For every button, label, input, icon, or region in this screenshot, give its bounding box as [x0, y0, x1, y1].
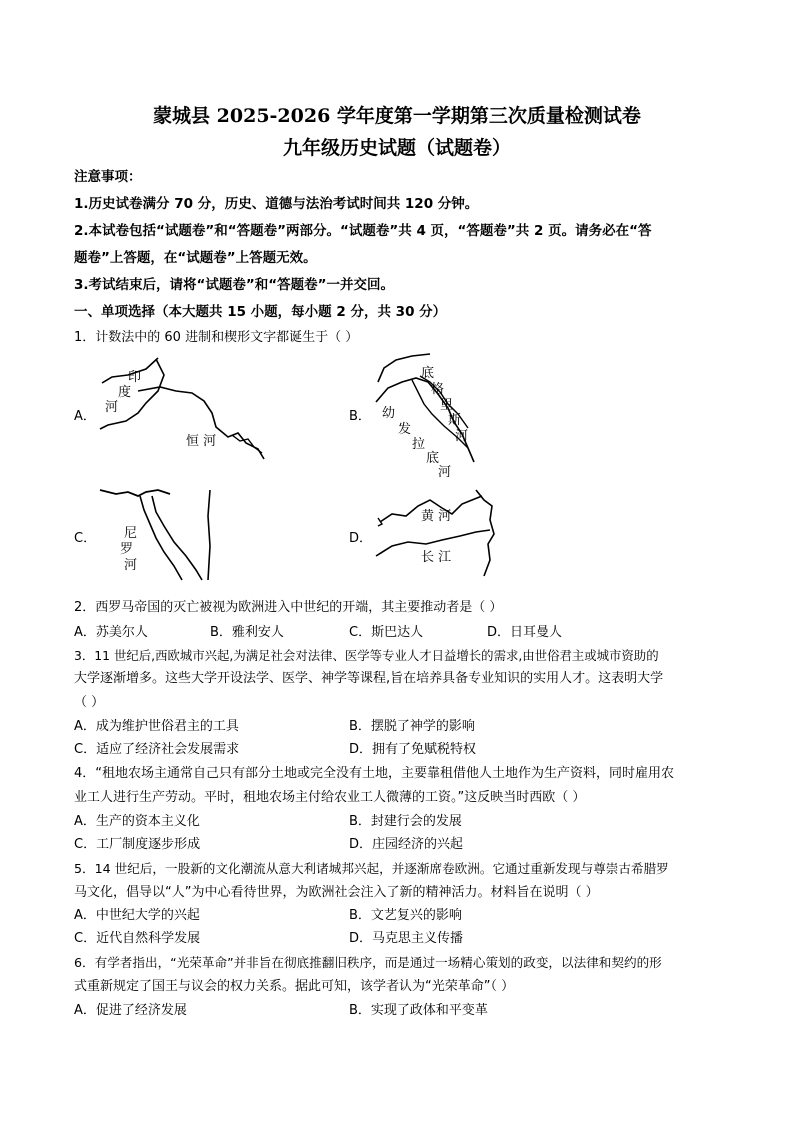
nile-char-3: 河	[124, 558, 138, 573]
q6-line-2: 式重新规定了国王与议会的权力关系。据此可知，该学者认为“光荣革命”（ ）	[74, 979, 515, 994]
q2-stem: 2．西罗马帝国的灭亡被视为欧洲进入中世纪的开端，其主要推动者是（ ）	[74, 600, 503, 615]
q5-line-2: 马文化，倡导以“人”为中心看待世界，为欧洲社会注入了新的精神活力。材料旨在说明（ ）	[74, 885, 599, 900]
q4-line-2: 业工人进行生产劳动。平时，租地农场主付给农业工人微薄的工资。”这反映当时西欧（ ）	[74, 790, 586, 805]
tigris-char-5: 河	[455, 429, 469, 444]
india-rivers-map	[98, 355, 268, 465]
yellow-river-label: 黄 河	[421, 509, 452, 524]
q5-option-c: C．近代自然科学发展	[74, 931, 201, 946]
q2-option-a: A．苏美尔人	[74, 625, 148, 640]
indus-char-3: 河	[105, 400, 119, 415]
notice-item-3: 3.考试结束后，请将“试题卷”和“答题卷”一并交回。	[74, 277, 395, 293]
nile-river-map	[98, 486, 214, 582]
ganges-label: 恒 河	[186, 434, 217, 449]
nile-char-1: 尼	[124, 526, 138, 541]
q2-option-c: C．斯巴达人	[349, 625, 424, 640]
q4-option-b: B．封建行会的发展	[349, 814, 462, 829]
q3-line-3: （ ）	[74, 695, 105, 710]
indus-char-2: 度	[118, 385, 132, 400]
exam-title: 蒙城县 2025-2026 学年度第一学期第三次质量检测试卷	[153, 105, 641, 127]
q3-line-2: 大学逐渐增多。这些大学开设法学、医学、神学等课程,旨在培养具备专业知识的实用人才。这表明大学	[74, 671, 664, 686]
tigris-char-2: 格	[431, 382, 445, 397]
q5-line-1: 5．14 世纪后，一股新的文化潮流从意大利诸城邦兴起，并逐渐席卷欧洲。它通过重新发现与尊崇古希腊罗	[74, 861, 669, 876]
q4-option-d: D．庄园经济的兴起	[349, 837, 464, 852]
q1-option-a-label: A．	[74, 409, 96, 424]
q2-option-b: B．雅利安人	[210, 625, 284, 640]
q3-option-b: B．摆脱了神学的影响	[349, 719, 475, 734]
tigris-char-4: 斯	[448, 413, 462, 428]
section-heading: 一、单项选择（本大题共 15 小题，每小题 2 分，共 30 分）	[74, 304, 447, 320]
q3-option-c: C．适应了经济社会发展需求	[74, 742, 240, 757]
q4-option-a: A．生产的资本主义化	[74, 814, 200, 829]
q4-line-1: 4．“租地农场主通常自己只有部分土地或完全没有土地，主要靠租借他人土地作为生产资料，同时雇用农	[74, 766, 675, 781]
q5-option-a: A．中世纪大学的兴起	[74, 908, 200, 923]
q6-option-b: B．实现了政体和平变革	[349, 1003, 488, 1018]
q5-option-d: D．马克思主义传播	[349, 931, 464, 946]
q1-option-b-label: B．	[349, 409, 371, 424]
notice-item-2-line1: 2.本试卷包括“试题卷”和“答题卷”两部分。“试题卷”共 4 页，“答题卷”共 2 页。请务必在“答	[74, 223, 652, 239]
indus-char-1: 印	[128, 370, 142, 385]
euphrates-char-1: 幼	[382, 406, 396, 421]
tigris-char-1: 底	[421, 366, 435, 381]
notice-heading: 注意事项：	[74, 169, 142, 185]
notice-item-1: 1.历史试卷满分 70 分，历史、道德与法治考试时间共 120 分钟。	[74, 196, 479, 212]
q2-option-d: D．日耳曼人	[487, 625, 563, 640]
q6-option-a: A．促进了经济发展	[74, 1003, 187, 1018]
euphrates-char-2: 发	[398, 422, 412, 437]
nile-char-2: 罗	[120, 542, 134, 557]
notice-item-2-line2: 题卷”上答题，在“试题卷”上答题无效。	[74, 250, 317, 266]
q1-option-c-label: C．	[74, 531, 97, 546]
q1-stem: 1．计数法中的 60 进制和楔形文字都诞生于（ ）	[74, 330, 359, 345]
tigris-char-3: 里	[440, 398, 454, 413]
exam-subtitle: 九年级历史试题（试题卷）	[282, 137, 511, 159]
q1-option-d-label: D．	[349, 531, 373, 546]
q3-line-1: 3．11 世纪后,西欧城市兴起,为满足社会对法律、医学等专业人才日益增长的需求,由世俗君主或城市资助的	[74, 648, 659, 663]
euphrates-char-3: 拉	[412, 437, 426, 452]
q6-line-1: 6．有学者指出，“光荣革命”并非旨在彻底推翻旧秩序，而是通过一场精心策划的政变，以法律和契约的形	[74, 955, 662, 970]
q3-option-a: A．成为维护世俗君主的工具	[74, 719, 239, 734]
yangtze-river-label: 长 江	[421, 550, 452, 565]
q3-option-d: D．拥有了免赋税特权	[349, 742, 477, 757]
q4-option-c: C．工厂制度逐步形成	[74, 837, 201, 852]
euphrates-char-5: 河	[438, 465, 452, 480]
q5-option-b: B．文艺复兴的影响	[349, 908, 462, 923]
euphrates-char-4: 底	[426, 451, 440, 466]
china-rivers-map	[372, 486, 496, 586]
